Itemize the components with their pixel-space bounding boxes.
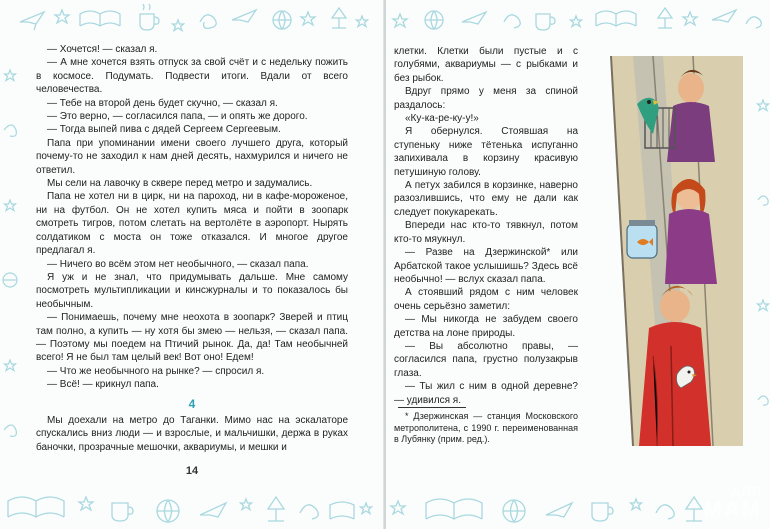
chapter-number: 4: [188, 397, 196, 411]
cup-icon: [592, 503, 613, 521]
footnote-text: * Дзержинская — станция Московского метрополитена, с 1990 г. переименованная в Лубянку (прим. ред.).: [394, 411, 578, 445]
star-icon: [683, 12, 697, 25]
star-icon: [301, 12, 315, 25]
paragraph: Мы сели на лавочку в сквере перед метро и задумались.: [47, 178, 313, 190]
globe-icon: [503, 500, 525, 522]
paragraph: клетки. Клетки были пустые и с голубями, аквариумы — с рыбками и без рыбок.: [394, 46, 578, 84]
paragraph: — А мне хочется взять отпуск за свой счёт и с недельку пожить в космосе. Подумать. Подвести итоги. Вдали от всего человечества.: [36, 57, 348, 96]
swirl-icon: [4, 125, 16, 136]
lamp-icon: [686, 497, 702, 521]
paragraph: — Разве на Дзержинской* или Арбатской такое услышишь? Здесь всё необычно! — вслух сказал папа.: [394, 247, 578, 285]
star-icon: [361, 503, 372, 514]
swirl-icon: [758, 196, 768, 205]
airplane-icon: [200, 503, 226, 517]
swirl-icon: [746, 17, 761, 28]
star-icon: [79, 497, 93, 510]
star-icon: [758, 100, 769, 111]
paragraph: — Что же необычного на рынке? — спросил я.: [47, 365, 265, 377]
paragraph: Я обернулся. Стоявшая на ступеньку ниже тётенька испуганно запихивала в корзину красивую петушиную голову.: [394, 126, 578, 178]
paragraph: А петух забился в корзинке, наверно разозлившись, что ему не дали как следует покукарекать.: [394, 180, 578, 218]
chapter-text: [36, 414, 348, 454]
globe-icon: [425, 11, 443, 29]
book-icon: [330, 502, 354, 519]
airplane-icon: [546, 503, 572, 517]
star-icon: [631, 499, 642, 510]
swirl-icon: [4, 425, 16, 436]
book-icon: [596, 11, 636, 26]
paragraph: — Вы абсолютно правы, — согласился папа, грустно полузакрыв глаза.: [394, 340, 578, 379]
star-icon: [5, 200, 16, 211]
page-number: 14: [185, 465, 199, 477]
cup-icon: [112, 503, 133, 521]
paragraph: Папа не хотел ни в цирк, ни на пароход, ни в кафе-мороженое, ни на футбол. Он не хотел купить мяса и пойти в зоопарк смотреть тигров, потом слетать на вертолёте в аэропорт. Нырять солдатиком с моста он тоже отказался. И многое другое предлагал я.: [36, 191, 348, 257]
swirl-icon: [758, 396, 768, 405]
star-icon: [391, 501, 405, 514]
paragraph: Папа при упоминании имени своего лучшего друга, который почему-то не заходил к нам дней десять, нахмурился и ничего не ответил.: [36, 137, 348, 176]
lamp-icon: [268, 497, 284, 521]
paragraph: — Мы никогда не забудем своего детства на лоне природы.: [394, 314, 578, 339]
paragraph: — Всё! — крикнул папа.: [47, 379, 159, 391]
airplane-icon: [20, 12, 44, 30]
globe-icon: [3, 273, 17, 287]
globe-icon: [273, 11, 291, 29]
paragraph: Впереди нас кто-то тявкнул, потом кто-то мяукнул.: [394, 220, 578, 245]
star-icon: [5, 360, 16, 371]
star-icon: [393, 14, 407, 27]
lamp-icon: [658, 8, 672, 28]
watermark: ДЛЯ МАМ: [703, 484, 762, 522]
star-icon: [571, 16, 582, 27]
book-icon: [426, 499, 482, 519]
illustration-escalator-children: [593, 56, 743, 446]
doodle-border-right: [756, 40, 770, 470]
paragraph: — Тогда выпей пива с дядей Сергеем Сергеевым.: [47, 124, 281, 136]
lamp-icon: [332, 8, 346, 28]
star-icon: [173, 20, 184, 31]
book-icon: [8, 497, 64, 517]
airplane-icon: [232, 10, 256, 22]
star-icon: [5, 70, 16, 81]
cup-icon: [140, 4, 159, 30]
right-page-text: [394, 45, 578, 407]
paragraph: — Тебе на второй день будет скучно, — сказал я.: [47, 97, 278, 109]
paragraph: — Ничего во всём этом нет необычного, — сказал папа.: [47, 258, 309, 270]
star-icon: [758, 300, 769, 311]
swirl-icon: [656, 505, 674, 519]
left-page-text: [36, 43, 348, 392]
doodle-border-top: [0, 0, 384, 40]
paragraph: — Ты жил с ним в одной деревне? — удивился я.: [394, 381, 578, 406]
star-icon: [55, 10, 69, 23]
airplane-icon: [462, 12, 486, 24]
book-icon: [80, 11, 120, 26]
paragraph: Вдруг прямо у меня за спиной раздалось:: [394, 86, 578, 111]
doodle-border-top: [386, 0, 770, 40]
cup-icon: [536, 14, 555, 30]
paragraph: Мы доехали на метро до Таганки. Мимо нас на эскалаторе спускались вниз люди — и взрослые, и мальчишки, держа в руках баночки, прозрачные мешочки, аквариумы, и мешки и: [36, 415, 348, 453]
footnote-divider: [398, 407, 466, 408]
footnote: [394, 411, 578, 446]
paragraph: — Понимаешь, почему мне неохота в зоопарк? Зверей и птиц там полно, а купить — ну хотя бы змею — нельзя, — сказал папа. — Поэтому мы поедем на Птичий рынок. Да, да! Там необычней всего! Я не был там целый век! Вот оно! Едем!: [36, 312, 348, 364]
right-page: [386, 0, 770, 529]
globe-icon: [157, 500, 179, 522]
paragraph: — Хочется! — сказал я.: [47, 44, 158, 55]
star-icon: [241, 499, 252, 510]
paragraph: А стоявший рядом с ним человек очень серьёзно заметил:: [394, 287, 578, 312]
swirl-icon: [200, 15, 216, 29]
swirl-icon: [300, 505, 318, 519]
paragraph: Я уж и не знал, что придумывать дальше. Мне самому посмотреть мультипликации и кинсжурналы и то показалось бы необычным.: [36, 271, 348, 310]
airplane-icon: [712, 10, 736, 22]
left-page: [0, 0, 384, 529]
star-icon: [357, 16, 368, 27]
paragraph: — Это верно, — согласился папа, — и опять же дорого.: [47, 111, 308, 123]
paragraph: «Ку-ка-ре-ку-у!»: [405, 113, 479, 125]
swirl-icon: [504, 15, 520, 28]
